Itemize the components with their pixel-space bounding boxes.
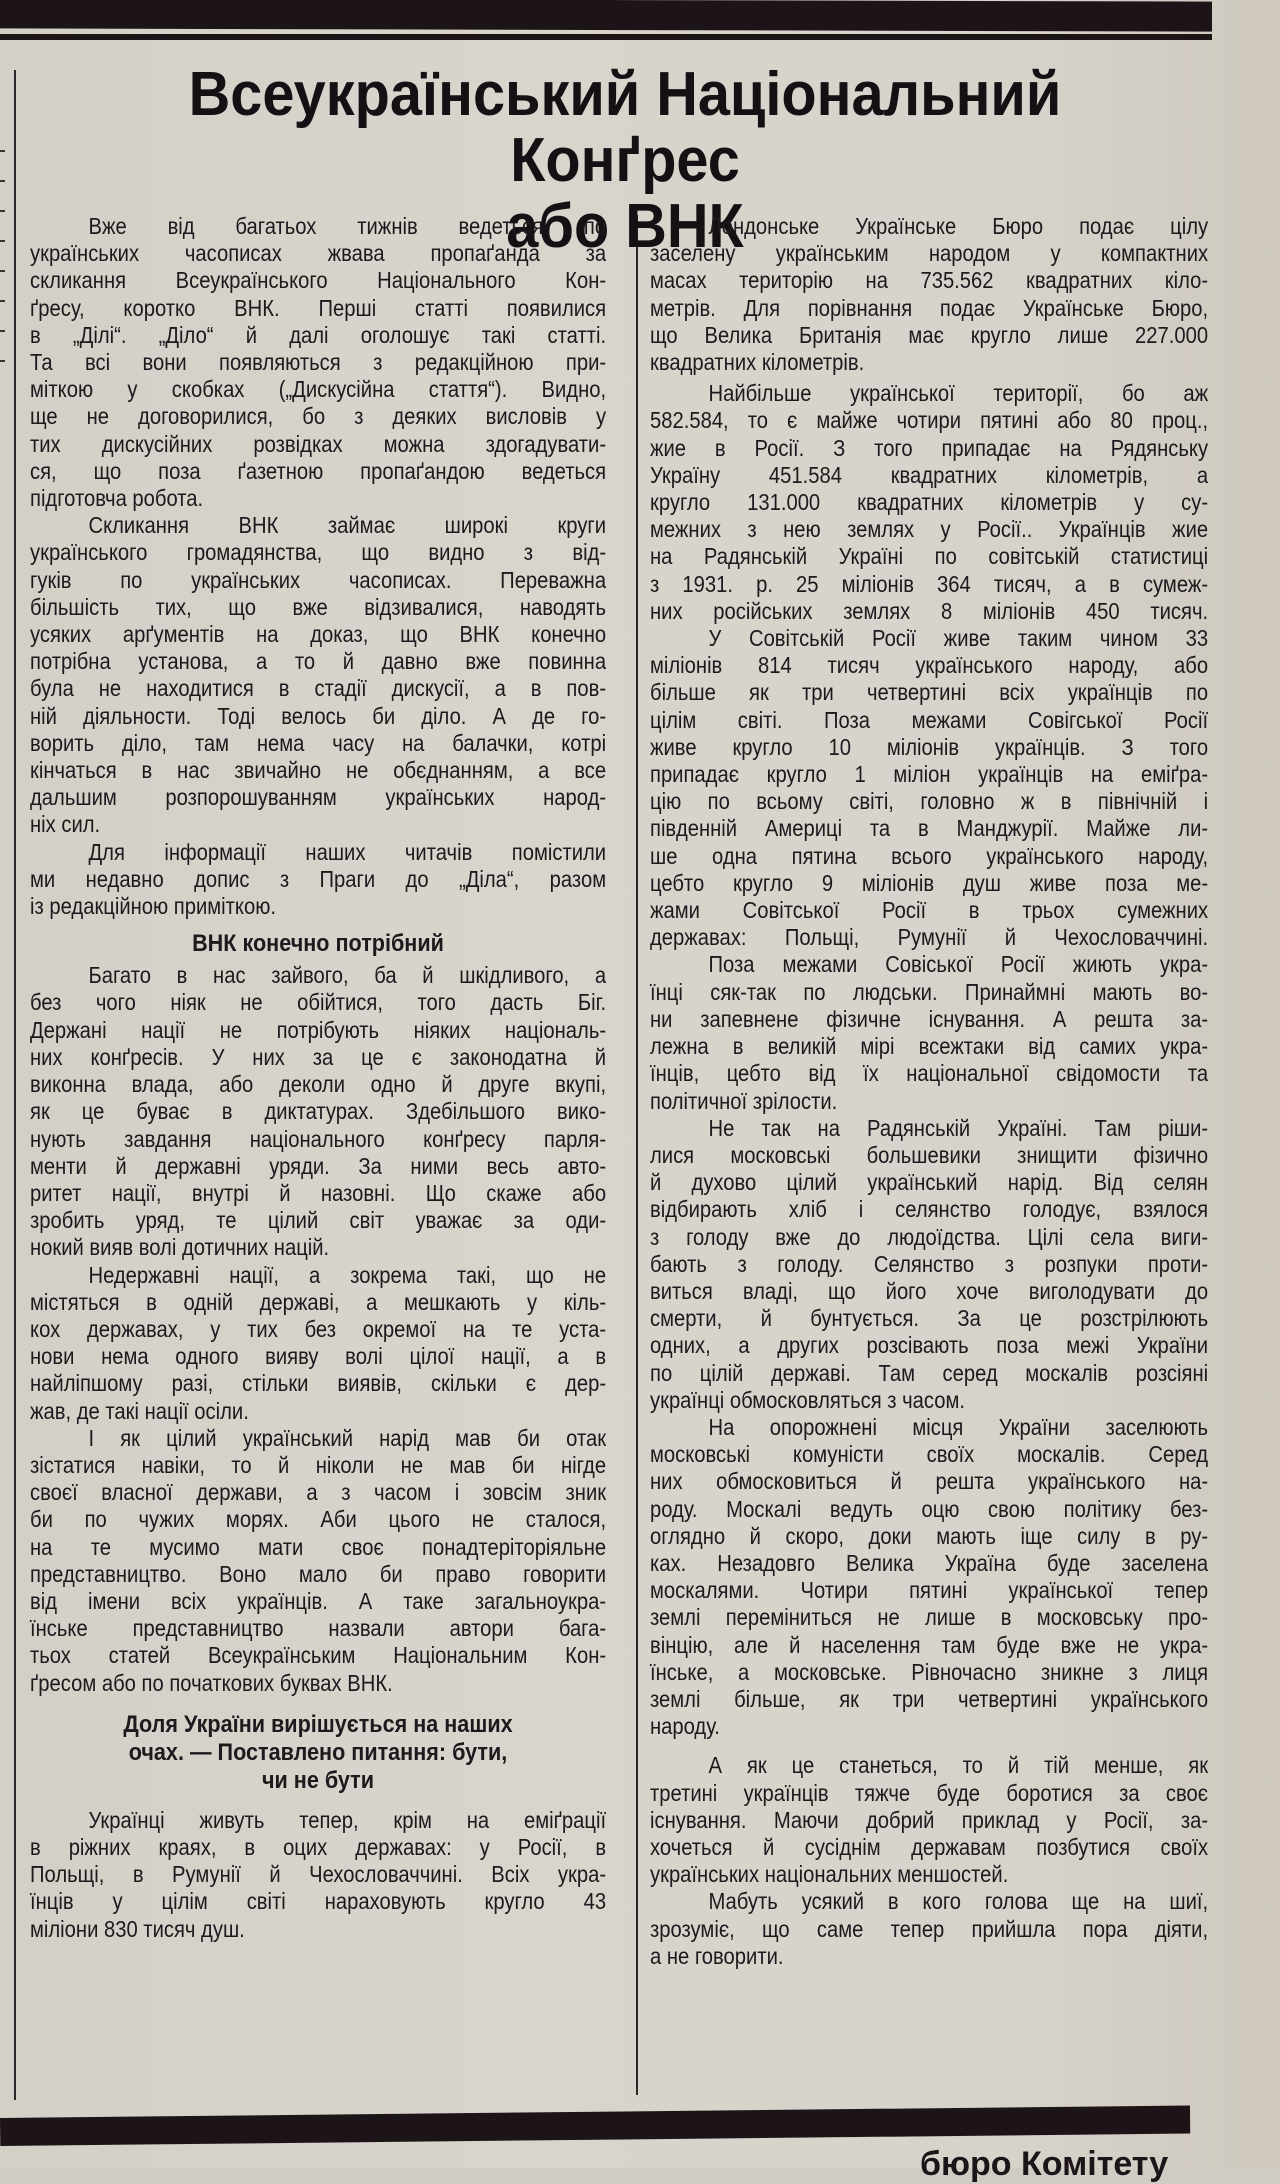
text-line: Українці живуть тепер, крім на еміґрації [88, 1806, 607, 1833]
subheading-line: Доля України вирішується на наших [123, 1710, 513, 1738]
text-line: У Совітській Росії живе таким чином 33 [708, 625, 1209, 652]
paragraph [650, 625, 1208, 951]
text-line: Для інформації наших читачів помістили [88, 838, 607, 865]
subheading-block [30, 1711, 606, 1795]
text-line: А як це станеться, то й тій менше, як [708, 1752, 1209, 1779]
paragraph [650, 213, 1208, 376]
text-line: жие в Росії. З того припадає на Рядянську [650, 434, 1209, 461]
text-line: їнці сяк-так по людськи. Принаймні мають во- [650, 978, 1209, 1005]
text-line: ще не договорилися, бо з деяких висловів у [30, 403, 607, 430]
text-line: тих дискусійних розвідках можна здогадувати- [30, 430, 607, 457]
text-line: лежна в великій мірі всежтаки від самих укра- [650, 1033, 1209, 1060]
text-line: квадратних кілометрів. [650, 349, 865, 376]
text-line: Недержавні нації, а зокрема такі, що не [88, 1261, 607, 1288]
text-line: ритет нації, внутрі й назовні. Що скаже або [30, 1179, 607, 1206]
paragraph [650, 380, 1208, 625]
text-line: з голоду вже до людоїдства. Цілі села виги- [650, 1223, 1209, 1250]
text-line: метрів. Для порівнання подає Українське Бюро, [650, 294, 1209, 321]
text-line: жами Совітської Росії в трьох сумежних [650, 897, 1209, 924]
text-line: Україну 451.584 квадратних кілометрів, а [650, 461, 1209, 488]
text-line: народу. [650, 1713, 720, 1740]
left-border-line [14, 70, 16, 2100]
text-line: кругло 131.000 квадратних кілометрів у су- [650, 489, 1209, 516]
paragraph [650, 1752, 1208, 1888]
text-line: Багато в нас зайвого, ба й шкідливого, а [88, 962, 607, 989]
text-line: скликання Всеукраїнського Національного Кон- [30, 267, 607, 294]
column-divider [636, 215, 638, 2095]
text-line: більше як три четвертині всіх українців по [650, 679, 1209, 706]
text-line: них конґресів. У них за це є законодатна й [30, 1043, 607, 1070]
text-line: зістатися навіки, то й ніколи не мав би нігде [30, 1451, 607, 1478]
text-line: І як цілий український нарід мав би отак [88, 1424, 607, 1451]
paragraph [30, 1425, 606, 1697]
text-line: найліпшому разі, стільки виявів, скільки є дер- [30, 1370, 607, 1397]
text-line: українці обмосковляться з часом. [650, 1386, 966, 1413]
text-line: Польщі, в Румунії й Чехословаччині. Всіх укра- [30, 1861, 607, 1888]
text-line: кох державах, у тих без окремої на те уста- [30, 1315, 607, 1342]
text-line: жав, де такі нації осіли. [30, 1397, 249, 1424]
text-line: існування. Маючи добрий приклад у Росії, за- [650, 1806, 1209, 1833]
text-line: цебто кругло 9 міліонів душ живе поза ме- [650, 869, 1209, 896]
paragraph [650, 1115, 1208, 1414]
paragraph [30, 512, 606, 838]
text-line: цію по всьому світі, головно ж в північній і [650, 788, 1209, 815]
text-line: в ріжних краях, в оцих державах: у Росії, в [30, 1833, 607, 1860]
text-line: вінцію, але й населення там буде вже не укра- [650, 1631, 1209, 1658]
text-line: без чого ніяк не обійтися, того дасть Біг. [30, 989, 607, 1016]
text-line: Мабуть усякий в кого голова ще на шиї, [708, 1888, 1209, 1915]
text-line: своєї власної держави, а з часом і зовсім зник [30, 1479, 607, 1506]
text-line: їнців у цілім світі нараховують кругло 43 [30, 1888, 607, 1915]
subheading-line: очах. — Поставлено питання: бути, [128, 1738, 508, 1766]
text-line: містяться в одній державі, а мешкають у кіль- [30, 1288, 607, 1315]
subheading: ВНК конечно потрібний [192, 930, 444, 958]
text-line: москалями. Чотири пятині української тепер [650, 1577, 1209, 1604]
subheading-line: чи не бути [261, 1766, 375, 1794]
text-line: межних з нею землях у Росії.. Українців жие [650, 516, 1209, 543]
text-line: заселену українським народом у компактних [650, 240, 1209, 267]
text-line: Скликання ВНК займає широкі круги [88, 512, 607, 539]
text-line: політичної зрілости. [650, 1087, 838, 1114]
text-line: дальшим розпорошуванням українських народ- [30, 784, 607, 811]
headline-line-2: або ВНК [506, 192, 744, 261]
text-line: землі більше, як три четвертині українського [650, 1685, 1209, 1712]
text-line: них обмосковиться й решта українського на- [650, 1468, 1209, 1495]
text-line: як це буває в диктатурах. Здебільшого вико- [30, 1098, 607, 1125]
text-line: смерти, й бунтується. За це розстрілюють [650, 1305, 1209, 1332]
text-line: 582.584, то є майже чотири пятині або 80 проц., [650, 407, 1209, 434]
text-line: міліонів 814 тисяч українського народу, або [650, 652, 1209, 679]
paragraph [650, 1414, 1208, 1740]
text-line: третині українців тяжче буде боротися за своє [650, 1779, 1209, 1806]
text-line: менти й державні уряди. За ними весь авто- [30, 1152, 607, 1179]
left-margin-marks [0, 150, 6, 390]
text-line: більшість тих, що вже відзивалися, наводять [30, 593, 607, 620]
text-line: українських часописах жвава пропаґанда за [30, 240, 607, 267]
text-line: ній діяльности. Тоді велось би діло. А де го- [30, 702, 607, 729]
text-line: а не говорити. [650, 1942, 784, 1969]
paragraph [30, 962, 606, 1261]
text-line: міткою у скобках („Дискусійна стаття“). Видно, [30, 376, 607, 403]
text-line: із редакційною приміткою. [30, 893, 277, 920]
text-line: Поза межами Совіської Росії жиють укра- [708, 951, 1209, 978]
text-line: ках. Незадовго Велика Україна буде заселена [650, 1549, 1209, 1576]
text-line: них російських землях 8 міліонів 450 тисяч. [650, 597, 1209, 624]
text-line: оглядно й скоро, доки мають іще силу в ру- [650, 1522, 1209, 1549]
text-line: Та всі вони появляються з редакційною при- [30, 349, 607, 376]
text-line: Найбільше української території, бо аж [708, 380, 1209, 407]
bottom-rule [0, 2106, 1190, 2146]
text-line: би по чужих морях. Аби цього не сталося, [30, 1506, 607, 1533]
text-line: ни запевнене фізичне існування. А решта за- [650, 1005, 1209, 1032]
paragraph [30, 839, 606, 921]
text-line: від імени всіх українців. А таке загальноукра- [30, 1587, 607, 1614]
text-line: ворить діло, там нема часу на балачки, котрі [30, 729, 607, 756]
text-line: виться владі, що його хоче виголодувати до [650, 1277, 1209, 1304]
text-line: й духово цілий український нарід. Від селян [650, 1169, 1209, 1196]
text-line: нують завдання національного конґресу парля- [30, 1125, 607, 1152]
text-line: була не находитися в стадії дискусії, а в пов- [30, 675, 607, 702]
text-line: на Радянській Україні по совітській статистиці [650, 543, 1209, 570]
paragraph [30, 213, 606, 512]
text-line: бають з голоду. Селянство з розпуки проти- [650, 1250, 1209, 1277]
left-column [30, 213, 606, 1943]
text-line: зробить уряд, те цілий світ уважає за оди- [30, 1207, 607, 1234]
text-line: припадає кругло 1 міліон українців на еміґра- [650, 761, 1209, 788]
paragraph [650, 1888, 1208, 1970]
text-line: виконна влада, або деколи одно й друге вкупі, [30, 1071, 607, 1098]
right-column [650, 213, 1208, 1970]
headline-line-1: Всеукраїнський Національний Конґрес [188, 60, 1062, 195]
text-line: Держані нації не потрібують ніяких національ- [30, 1016, 607, 1043]
text-line: усяких арґументів на доказ, що ВНК конечно [30, 621, 607, 648]
text-line: зрозуміє, що саме тепер прийшла пора діяти, [650, 1915, 1209, 1942]
text-line: на те мусимо мати своє понадтеріторіяльне [30, 1533, 607, 1560]
text-line: в „Ділі“. „Діло“ й далі оголошує такі статті. [30, 321, 607, 348]
text-line: державах: Польщі, Румунії й Чехословаччині. [650, 924, 1209, 951]
text-line: ми недавно допис з Праги до „Діла“, разом [30, 865, 607, 892]
text-line: ґресом або по початкових буквах ВНК. [30, 1669, 393, 1696]
text-line: гуків по українських часописах. Переважна [30, 566, 607, 593]
text-line: українського громадянства, що видно з від- [30, 539, 607, 566]
text-line: ше одна пятина всього українського народу, [650, 842, 1209, 869]
text-line: тьох статей Всеукраїнським Національним Кон- [30, 1642, 607, 1669]
text-line: їнське представництво назвали автори бага- [30, 1615, 607, 1642]
text-line: землі переміниться не лише в московську про- [650, 1604, 1209, 1631]
text-line: хочеться й сусіднім державам позбутися своїх [650, 1833, 1209, 1860]
text-line: Не так на Радянській Україні. Там ріши- [708, 1114, 1209, 1141]
text-line: нокий вияв волі дотичних націй. [30, 1234, 330, 1261]
text-line: їнське, а московське. Рівночасно зникне з лиця [650, 1658, 1209, 1685]
text-line: що Велика Британія має кругло лише 227.000 [650, 321, 1209, 348]
text-line: роду. Москалі ведуть оцю свою політику без- [650, 1495, 1209, 1522]
text-line: На опорожнені місця України заселюють [708, 1413, 1209, 1440]
paragraph [30, 1807, 606, 1943]
text-line: цілім світі. Поза межами Совігської Росії [650, 706, 1209, 733]
text-line: нови нема одного вияву волі цілої нації, а в [30, 1343, 607, 1370]
text-line: московські комуністи своїх москалів. Серед [650, 1441, 1209, 1468]
text-line: відбирають хліб і селянство голодує, взялося [650, 1196, 1209, 1223]
text-line: масах територію на 735.562 квадратних кіло- [650, 267, 1209, 294]
text-line: кінчаться в нас звичайно не обєднанням, а все [30, 757, 607, 784]
text-line: ся, що поза ґазетною пропаґандою ведеться [30, 457, 607, 484]
text-line: по цілій державі. Там серед москалів розсіяні [650, 1359, 1209, 1386]
text-line: з 1931. р. 25 міліонів 364 тисяч, а в сумеж- [650, 570, 1209, 597]
top-rule [0, 0, 1212, 32]
text-line: південній Америці та в Манджурії. Майже ли- [650, 815, 1209, 842]
paragraph [650, 951, 1208, 1114]
text-line: підготовча робота. [30, 485, 204, 512]
text-line: живе кругло 10 міліонів українців. З того [650, 733, 1209, 760]
text-line: ніх сил. [30, 811, 101, 838]
text-line: українських національних меншостей. [650, 1861, 1009, 1888]
text-line: потрібна установа, а то й давно вже повинна [30, 648, 607, 675]
text-line: ґресу, коротко ВНК. Перші статті появилися [30, 294, 607, 321]
next-article-heading-fragment: бюро Комітету [920, 2145, 1169, 2183]
text-line: одних, а других розсівають поза межі України [650, 1332, 1209, 1359]
text-line: Вже від багатьох тижнів ведеться по [88, 213, 607, 239]
text-line: лися московські большевики знищити фізично [650, 1141, 1209, 1168]
text-line: Лондонське Українське Бюро подає цілу [708, 213, 1209, 239]
text-line: їнців, цебто від їх національної свідомости та [650, 1060, 1209, 1087]
top-rule-thin [0, 34, 1212, 40]
text-line: міліони 830 тисяч душ. [30, 1915, 245, 1942]
paragraph [30, 1262, 606, 1425]
text-line: представництво. Воно мало би право говорити [30, 1560, 607, 1587]
